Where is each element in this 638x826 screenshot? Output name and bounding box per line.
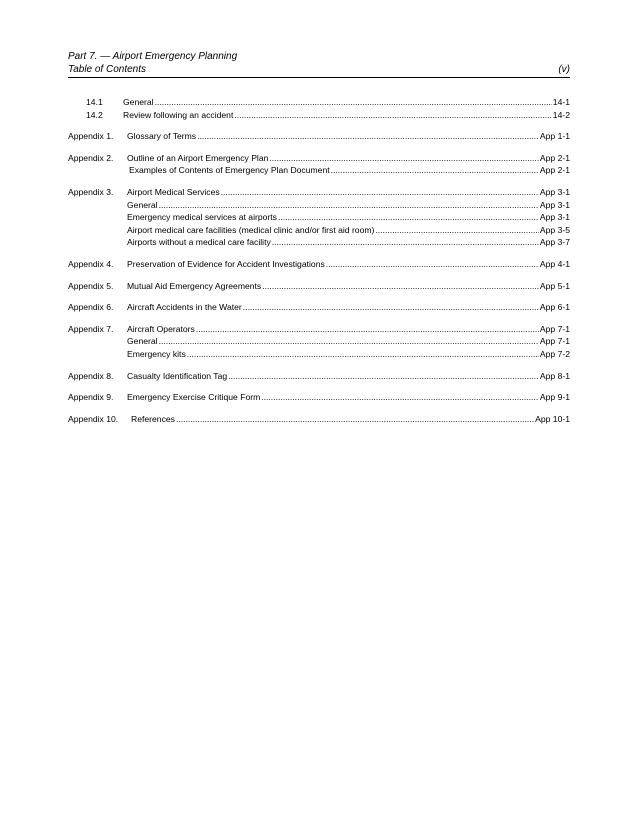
toc-entry-title: Airport medical care facilities (medical clinic and/or first aid room): [127, 224, 375, 235]
toc-entry: [68, 109, 570, 122]
toc-entry: [68, 199, 570, 212]
header-rule: [68, 77, 570, 78]
leader-dots: [272, 236, 539, 249]
toc-entry-page: App 5-1: [539, 280, 570, 291]
toc-entry-number: 14.2: [86, 109, 103, 120]
toc-entry-title: Aircraft Accidents in the Water: [127, 302, 242, 313]
toc-entry-page: App 3-1: [539, 199, 570, 210]
part-title: Part 7. — Airport Emergency Planning: [68, 51, 238, 62]
toc-entry-page: App 3-1: [539, 186, 570, 197]
leader-dots: [243, 301, 539, 314]
leader-dots: [375, 224, 539, 237]
toc-entry-page: 14-1: [552, 97, 570, 107]
toc-entry-number: Appendix 10.: [68, 413, 119, 424]
toc-entry: [68, 391, 570, 404]
toc-entry-page: App 3-5: [539, 224, 570, 235]
table-of-contents: [68, 96, 570, 425]
toc-entry-title: Emergency kits: [127, 348, 186, 359]
toc-entry-title: Aircraft Operators: [127, 323, 195, 334]
toc-entry-title: Glossary of Terms: [127, 131, 197, 142]
leader-dots: [234, 109, 551, 122]
toc-entry-number: Appendix 5.: [68, 280, 114, 291]
toc-entry-title: Preservation of Evidence for Accident Investigations: [127, 258, 325, 269]
toc-entry: [68, 224, 570, 237]
toc-entry: [68, 323, 570, 336]
toc-entry-title: Emergency Exercise Critique Form: [127, 392, 261, 403]
toc-entry-page: App 10-1: [535, 413, 570, 424]
toc-entry-page: App 3-7: [539, 237, 570, 248]
toc-entry: [68, 186, 570, 199]
toc-entry: [68, 96, 570, 109]
toc-entry: [68, 236, 570, 249]
toc-entry-page: App 9-1: [539, 392, 570, 403]
page-header: [68, 50, 570, 76]
leader-dots: [261, 391, 539, 404]
toc-entry-number: Appendix 2.: [68, 152, 114, 163]
toc-entry: [68, 370, 570, 383]
toc-entry-page: App 7-2: [539, 348, 570, 359]
leader-dots: [262, 280, 539, 293]
toc-entry-page: App 6-1: [539, 302, 570, 313]
toc-entry-title: References: [131, 413, 175, 424]
leader-dots: [159, 199, 539, 212]
toc-entry: [68, 164, 570, 177]
leader-dots: [155, 96, 552, 109]
toc-entry-number: Appendix 7.: [68, 323, 114, 334]
toc-entry-page: App 1-1: [539, 131, 570, 142]
toc-entry-page: App 7-1: [539, 336, 570, 347]
toc-entry-number: Appendix 9.: [68, 392, 114, 403]
toc-entry-title: Airports without a medical care facility: [127, 237, 271, 248]
toc-entry-number: Appendix 8.: [68, 370, 114, 381]
toc-entry-number: Appendix 6.: [68, 302, 114, 313]
leader-dots: [278, 211, 539, 224]
toc-entry-title: Outline of an Airport Emergency Plan: [127, 152, 269, 163]
toc-entry-title: Casualty Identification Tag: [127, 370, 228, 381]
leader-dots: [221, 186, 539, 199]
leader-dots: [196, 323, 539, 336]
leader-dots: [326, 258, 539, 271]
toc-entry-title: General: [127, 199, 158, 210]
toc-entry-title: Emergency medical services at airports: [127, 212, 277, 223]
toc-entry: [68, 130, 570, 143]
toc-entry-title: Examples of Contents of Emergency Plan Document: [129, 165, 330, 176]
toc-entry-title: Airport Medical Services: [127, 186, 220, 197]
toc-entry-page: App 7-1: [539, 323, 570, 334]
toc-entry-number: Appendix 3.: [68, 186, 114, 197]
toc-entry-title: Mutual Aid Emergency Agreements: [127, 280, 262, 291]
section-subtitle: Table of Contents: [68, 64, 147, 75]
toc-entry-number: 14.1: [86, 97, 103, 107]
leader-dots: [187, 348, 539, 361]
toc-entry-page: App 8-1: [539, 370, 570, 381]
toc-entry: [68, 280, 570, 293]
toc-entry-title: General: [123, 97, 154, 107]
toc-entry: [68, 348, 570, 361]
leader-dots: [176, 413, 534, 426]
leader-dots: [269, 152, 538, 165]
toc-entry: [68, 258, 570, 271]
toc-entry-title: General: [127, 336, 158, 347]
leader-dots: [331, 164, 539, 177]
toc-entry-page: 14-2: [552, 109, 570, 120]
toc-entry: [68, 152, 570, 165]
leader-dots: [228, 370, 539, 383]
toc-entry-page: App 2-1: [539, 152, 570, 163]
toc-entry-number: Appendix 4.: [68, 258, 114, 269]
leader-dots: [159, 335, 539, 348]
toc-entry-page: App 2-1: [539, 165, 570, 176]
toc-entry: [68, 413, 570, 426]
toc-entry: [68, 335, 570, 348]
leader-dots: [197, 130, 539, 143]
toc-entry-number: Appendix 1.: [68, 131, 114, 142]
toc-entry: [68, 301, 570, 314]
toc-entry-page: App 4-1: [539, 258, 570, 269]
toc-entry: [68, 211, 570, 224]
toc-entry-title: Review following an accident: [123, 109, 234, 120]
page-number: (v): [558, 64, 570, 75]
toc-entry-page: App 3-1: [539, 212, 570, 223]
